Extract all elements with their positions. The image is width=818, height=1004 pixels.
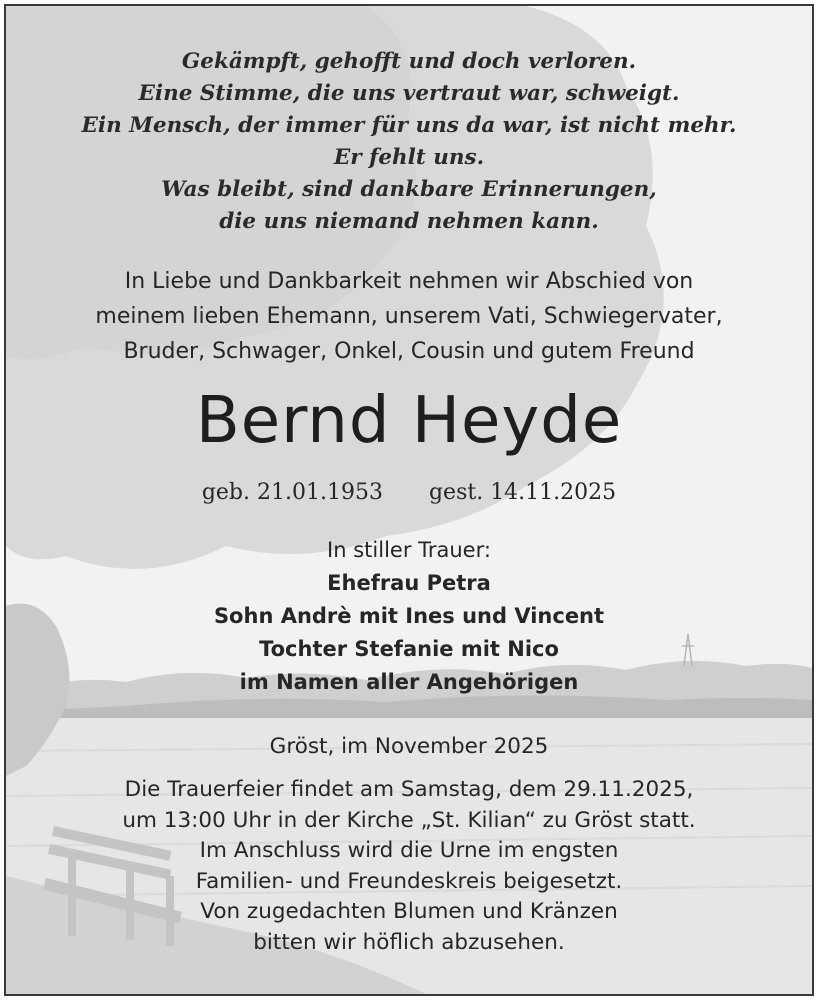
verse-line: die uns niemand nehmen kann. [219, 209, 599, 234]
verse-line: Er fehlt uns. [333, 145, 485, 170]
funeral-line: um 13:00 Uhr in der Kirche „St. Kilian“ zu Gröst statt. [122, 807, 696, 833]
birth-date: geb. 21.01.1953 [201, 480, 383, 505]
funeral-line: Im Anschluss wird die Urne im engsten [199, 838, 619, 863]
mourner-line: Tochter Stefanie mit Nico [259, 637, 559, 661]
farewell-intro [6, 264, 812, 369]
mourners-list [6, 534, 812, 699]
funeral-line: Die Trauerfeier findet am Samstag, dem 29.11.2025, [124, 777, 694, 802]
funeral-line: Von zugedachten Blumen und Kränzen [200, 899, 618, 924]
intro-line: In Liebe und Dankbarkeit nehmen wir Abschied von [124, 269, 694, 294]
life-dates [6, 476, 812, 510]
memorial-verse [6, 46, 812, 238]
mourner-line: Ehefrau Petra [327, 571, 491, 595]
mourner-line: Sohn Andrè mit Ines und Vincent [213, 604, 605, 628]
obituary-content [6, 6, 812, 994]
place-and-date: Gröst, im November 2025 [269, 734, 549, 759]
verse-line: Gekämpft, gehofft und doch verloren. [181, 49, 637, 74]
intro-line: meinem lieben Ehemann, unserem Vati, Schwiegervater, [95, 304, 723, 329]
intro-line: Bruder, Schwager, Onkel, Cousin und gutem Freund [123, 339, 695, 364]
deceased-name: Bernd Heyde [195, 384, 623, 458]
verse-line: Ein Mensch, der immer für uns da war, ist nicht mehr. [81, 113, 737, 138]
funeral-line: Familien- und Freundeskreis beigesetzt. [195, 868, 623, 894]
mourner-line: im Namen aller Angehörigen [239, 670, 579, 694]
obituary-card [4, 4, 814, 996]
verse-line: Eine Stimme, die uns vertraut war, schweigt. [138, 81, 680, 106]
funeral-line: bitten wir höflich abzusehen. [253, 929, 565, 955]
mourners-heading: In stiller Trauer: [327, 538, 491, 562]
death-date: gest. 14.11.2025 [428, 480, 617, 505]
verse-line: Was bleibt, sind dankbare Erinnerungen, [161, 177, 657, 202]
funeral-details [6, 775, 812, 958]
